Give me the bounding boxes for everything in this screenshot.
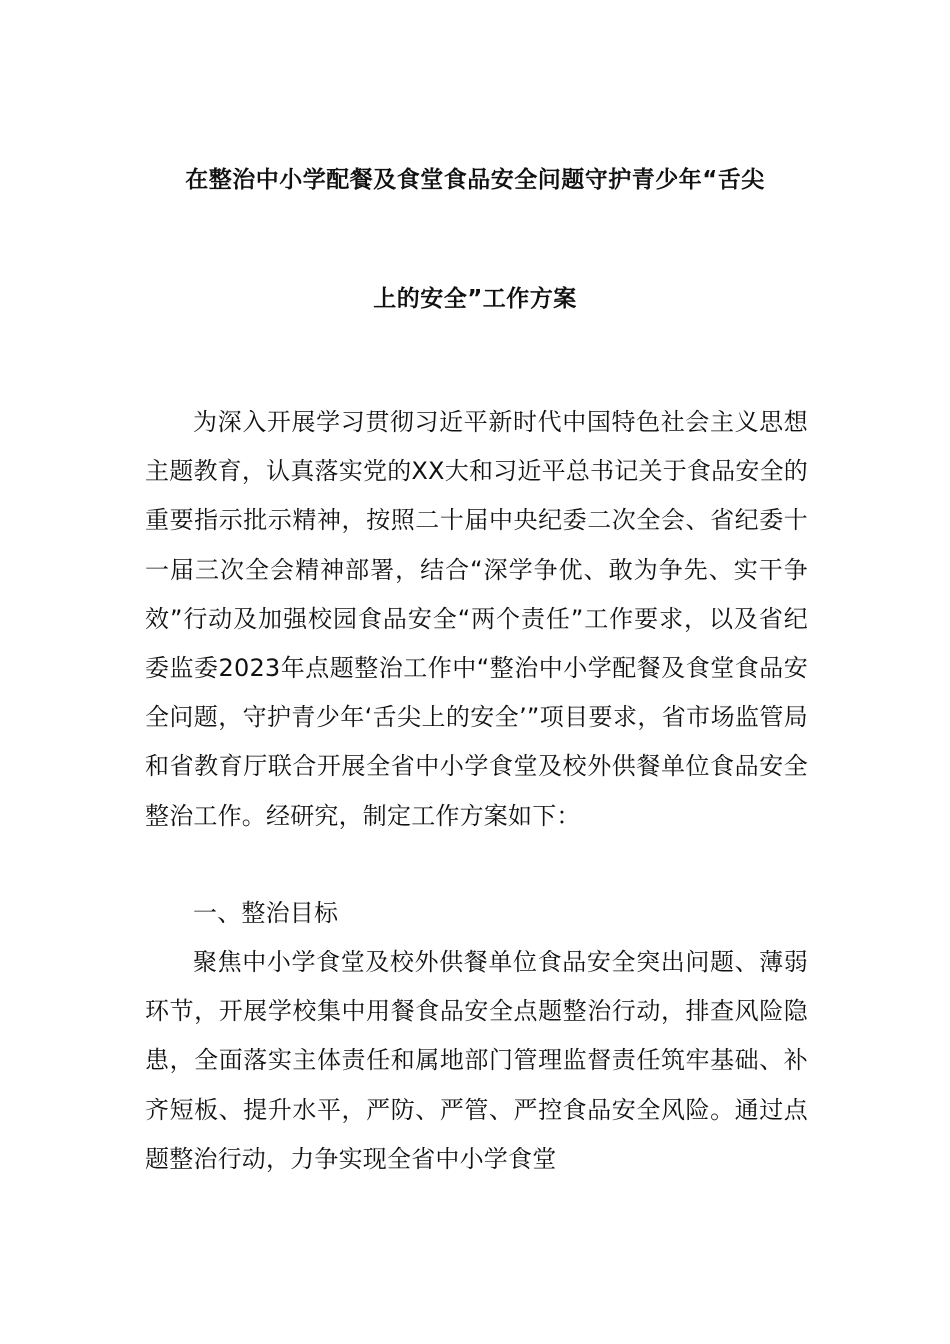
document-title-line-2: 上的安全”工作方案	[373, 286, 577, 312]
intro-paragraph: 为深入开展学习贯彻习近平新时代中国特色社会主义思想主题教育，认真落实党的XX大和习近平总书记关于食品安全的重要指示批示精神，按照二十届中央纪委二次全会、省纪委十一届三次全会精神部署，结合“深学争优、敢为争先、实干争效”行动及加强校园食品安全“两个责任”工作要求，以及省纪委监委2023年点题整治工作中“整治中小学配餐及食堂食品安全问题，守护青少年‘舌尖上的安全’”项目要求，省市场监管局和省教育厅联合开展全省中小学食堂及校外供餐单位食品安全整治工作。经研究，制定工作方案如下：	[145, 408, 808, 830]
goals-paragraph: 聚焦中小学食堂及校外供餐单位食品安全突出问题、薄弱环节，开展学校集中用餐食品安全点题整治行动，排查风险隐患，全面落实主体责任和属地部门管理监督责任筑牢基础、补齐短板、提升水平，严防、严管、严控食品安全风险。通过点题整治行动，力争实现全省中小学食堂	[145, 948, 808, 1173]
section-heading-goals: 一、整治目标	[193, 899, 339, 927]
document-title-line-1: 在整治中小学配餐及食堂食品安全问题守护青少年“舌尖	[185, 167, 765, 193]
